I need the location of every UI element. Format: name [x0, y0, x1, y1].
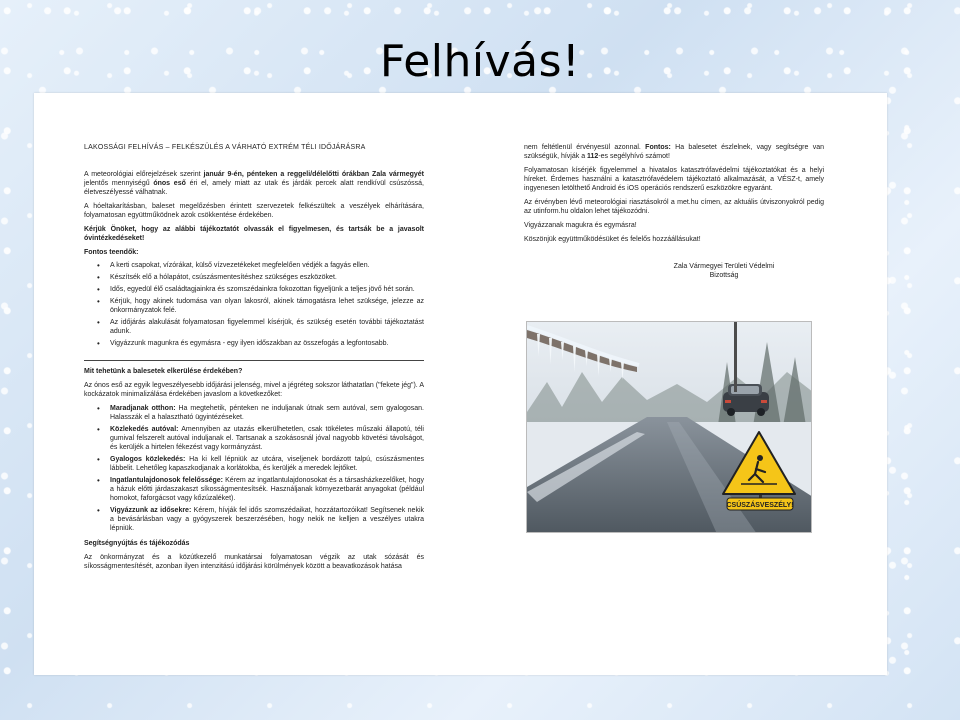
section3-text: Az önkormányzat és a közútkezelő munkatársai folyamatosan végzik az utak sózását és síkosságmentesítését, azonban ilyen intenzitású időjárási körülmények között a beavatkozások hatása	[84, 554, 424, 570]
advice-list	[84, 404, 424, 533]
intro-text-e: éri el, amely miatt az utak és járdák percek alatt rendkívül csúszóssá, életveszélyessé válhatnak.	[84, 180, 424, 196]
thanks-text: Köszönjük együttműködésüket és felelős hozzáállásukat!	[524, 236, 701, 243]
document-heading: LAKOSSÁGI FELHÍVÁS – FELKÉSZÜLÉS A VÁRHATÓ EXTRÉM TÉLI IDŐJÁRÁSRA	[84, 144, 366, 151]
list-item: • Közlekedés autóval: Amennyiben az utazás elkerülhetetlen, csak tökéletes műszaki állapotú, téli gumival felszerelt autóval induljanak el. Tartsanak a szokásosnál jóval nagyobb követési távolságot, és kerüljék a hirtelen fékezést vagy kormányzást.	[84, 425, 424, 452]
tasks-title: Fontos teendők:	[84, 249, 139, 256]
request-paragraph: Kérjük Önöket, hogy az alábbi tájékoztatót olvassák el figyelmesen, és tartsák be a javasolt óvintézkedéseket!	[84, 226, 424, 242]
slide-title: Felhívás!	[379, 36, 581, 87]
list-item: • Ingatlantulajdonosok felelőssége: Kérem az ingatlantulajdonosokat és a társasházkezelőket, hogy a házuk előtti járdaszakaszt síkosságmentesítsék. Használjanak környezetbarát anyagokat (például homokot, faforgácsot vagy kőzúzaléket).	[84, 476, 424, 503]
list-item: • Kérjük, hogy akinek tudomása van olyan lakosról, akinek támogatásra lehet szüksége, jelezze az önkormányzatok felé.	[84, 297, 424, 315]
organizations-paragraph: A hóeltakarításban, baleset megelőzésben érintett szervezetek felkészültek a veszélyek elhárítására, folyamatosan együttműködnek azok csökkentése érdekében.	[84, 203, 424, 219]
intro-text-c: jelentős mennyiségű	[84, 180, 154, 187]
list-item: • Az időjárás alakulását folyamatosan figyelemmel kísérjük, és szükség esetén további tájékoztatást adunk.	[84, 318, 424, 336]
list-item: • A kerti csapokat, vízórákat, külső vízvezetékeket megfelelően védjék a fagyás ellen.	[84, 261, 424, 270]
intro-freezing-rain: ónos eső	[153, 180, 186, 187]
icy-road-photo	[526, 321, 812, 533]
left-column	[84, 143, 424, 576]
emergency-paragraph: nem feltétlenül érvényesül azonnal. Fontos: Ha balesetet észlelnek, vagy segítségre van szükségük, hívják a 112-es segélyhívó számot!	[524, 144, 824, 160]
section3-title: Segítségnyújtás és tájékozódás	[84, 540, 190, 547]
take-care-text: Vigyázzanak magukra és egymásra!	[524, 222, 637, 229]
list-item: • Gyalogos közlekedés: Ha ki kell lépniük az utcára, viseljenek bordázott talpú, csúszásmentes lábbelit. Lehetőleg kapaszkodjanak a korlátokba, és kerüljék a meredek lejtőket.	[84, 455, 424, 473]
list-item: • Maradjanak otthon: Ha megtehetik, pénteken ne induljanak útnak sem autóval, sem gyalogosan. Halasszák el a halasztható ügyintézéseket.	[84, 404, 424, 422]
intro-date-region: január 9-én, pénteken a reggeli/délelőtti órákban Zala vármegyét	[203, 171, 424, 178]
tasks-list	[84, 261, 424, 348]
section2-intro: Az ónos eső az egyik legveszélyesebb időjárási jelenség, mivel a jégréteg sokszor láthatatlan ("fekete jég"). A kockázatok minimalizálása érdekében javaslom a következőket:	[84, 382, 424, 398]
sign-text: CSÚSZÁSVESZÉLY!	[726, 502, 794, 509]
signature-block	[644, 262, 804, 280]
links-paragraph: Az érvényben lévő meteorológiai riasztásokról a met.hu címen, az aktuális útviszonyokról pedig az utinform.hu oldalon lehet tájékozódni.	[524, 199, 824, 215]
section2-title: Mit tehetünk a balesetek elkerülése érdekében?	[84, 368, 243, 375]
info-paragraph: Folyamatosan kísérjék figyelemmel a hivatalos katasztrófavédelmi tájékoztatókat és a helyi híreket. Érdemes használni a katasztrófavédelem tájékoztató alkalmazását, a VÉSZ-t, amely ingyenesen letölthető Android és iOS operációs rendszerű eszközökre egyaránt.	[524, 167, 824, 192]
signature-line-1: Zala Vármegyei Területi Védelmi	[673, 263, 775, 270]
list-item: • Idős, egyedül élő családtagjainkra és szomszédainkra fokozottan figyeljünk a teljes jövő hét során.	[84, 285, 424, 294]
list-item: • Vigyázzunk az idősekre: Kérem, hívják fel idős szomszédaikat, hozzátartozóikat! Segítsenek nekik a bevásárlásban vagy a gyógyszerek beszerzésében, hogy nekik ne kelljen a veszélyes utakra lépniük.	[84, 506, 424, 533]
section-divider	[84, 360, 424, 361]
intro-text-a: A meteorológiai előrejelzések szerint	[84, 171, 204, 178]
document-page	[34, 93, 887, 675]
intro-paragraph	[84, 170, 424, 197]
emergency-number: 112	[587, 153, 599, 160]
right-column	[524, 143, 824, 280]
list-item: • Készítsék elő a hólapátot, csúszásmentesítéshez szükséges eszközöket.	[84, 273, 424, 282]
list-item: • Vigyázzunk magunkra és egymásra - egy ilyen időszakban az összefogás a legfontosabb.	[84, 339, 424, 348]
signature-line-2: Bizottság	[709, 272, 739, 279]
